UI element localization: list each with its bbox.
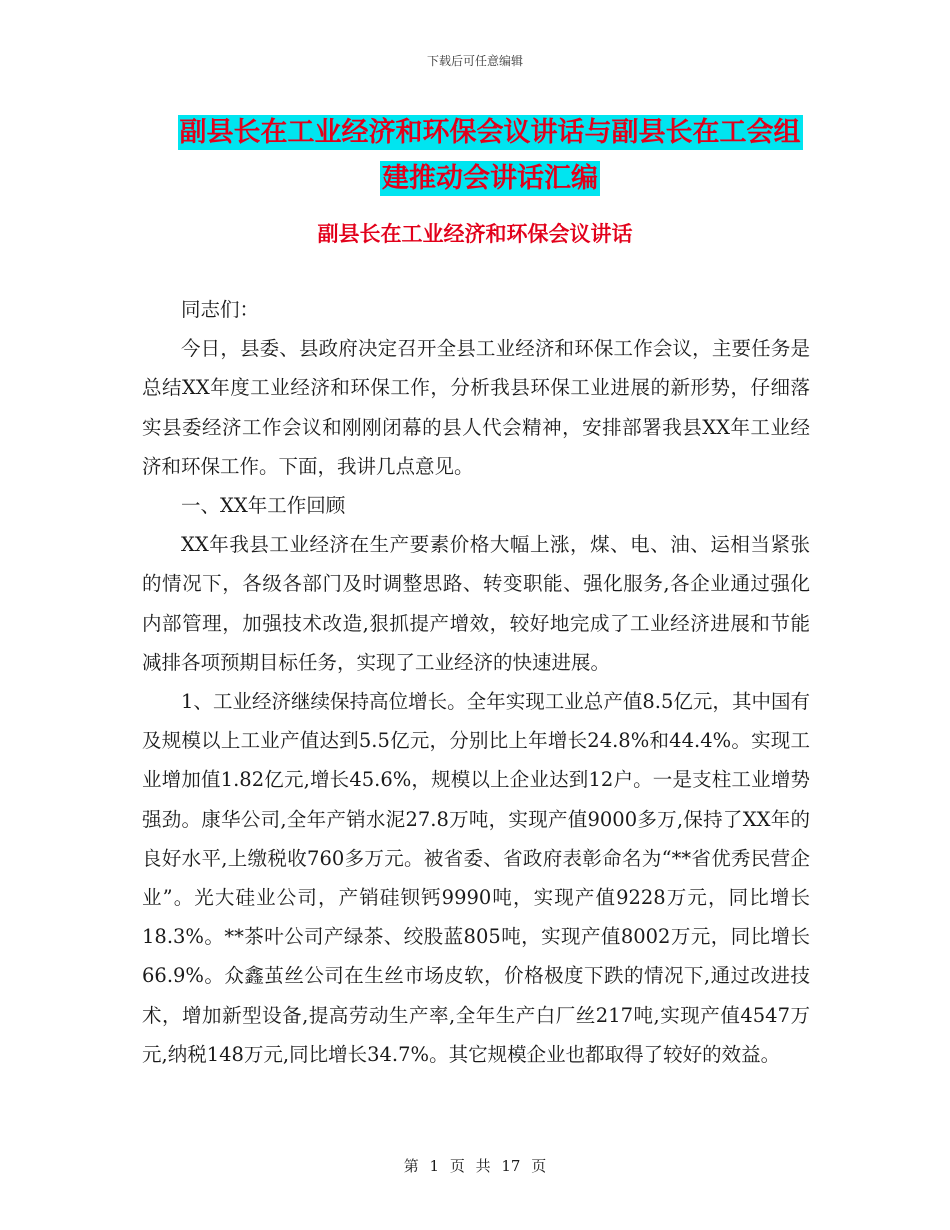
footer-middle: 页 共: [449, 1157, 491, 1175]
paragraph-heading-review: 一、XX年工作回顾: [181, 494, 346, 518]
document-title: [140, 110, 840, 202]
paragraph-greeting: 同志们：: [181, 298, 260, 321]
paragraph-review-summary: XX年我县工业经济在生产要素价格大幅上涨，煤、电、油、运相当紧张的情况下，各级各部门及时调整思路、转变职能、强化服务,各企业通过强化内部管理，加强技术改造,狠抓提产增效，较好地完成了工业经济进展和节能减排各项预期目标任务，实现了工业经济的快速进展。: [142, 533, 810, 674]
document-title-line2: 建推动会讲话汇编: [382, 163, 598, 194]
paragraph-intro: 今日，县委、县政府决定召开全县工业经济和环保工作会议，主要任务是总结XX年度工业经济和环保工作，分析我县环保工业进展的新形势，仔细落实县委经济工作会议和刚刚闭幕的县人代会精神，安排部署我县XX年工业经济和环保工作。下面，我讲几点意见。: [142, 337, 810, 478]
footer-total-pages: 17: [501, 1157, 521, 1175]
document-title-line1: 副县长在工业经济和环保会议讲话与副县长在工会组: [179, 117, 801, 148]
footer-current-page: 1: [429, 1157, 440, 1175]
paragraph-industrial-growth: 1、工业经济继续保持高位增长。全年实现工业总产值8.5亿元，其中国有及规模以上工业产值达到5.5亿元，分别比上年增长24.8%和44.4%。实现工业增加值1.82亿元,增长45.6%，规模以上企业达到12户。一是支柱工业增势强劲。康华公司,全年产销水泥27.8万吨，实现产值9000多万,保持了XX年的良好水平,上缴税收760多万元。被省委、省政府表彰命名为“**省优秀民营企业”。光大硅业公司，产销硅钡钙9990吨，实现产值9228万元，同比增长18.3%。**茶叶公司产绿茶、绞股蓝805吨，实现产值8002万元，同比增长66.9%。众鑫茧丝公司在生丝市场皮软，价格极度下跌的情况下,通过改进技术，增加新型设备,提高劳动生产率,全年生产白厂丝217吨,实现产值4547万元,纳税148万元,同比增长34.7%。其它规模企业也都取得了较好的效益。: [142, 690, 810, 1066]
footer-prefix: 第: [403, 1157, 419, 1175]
header-note: 下载后可任意编辑: [426, 54, 523, 68]
section-title: 副县长在工业经济和环保会议讲话: [317, 221, 633, 246]
page-footer: [0, 1155, 950, 1176]
body-text: [142, 290, 810, 1074]
footer-suffix: 页: [531, 1157, 547, 1175]
